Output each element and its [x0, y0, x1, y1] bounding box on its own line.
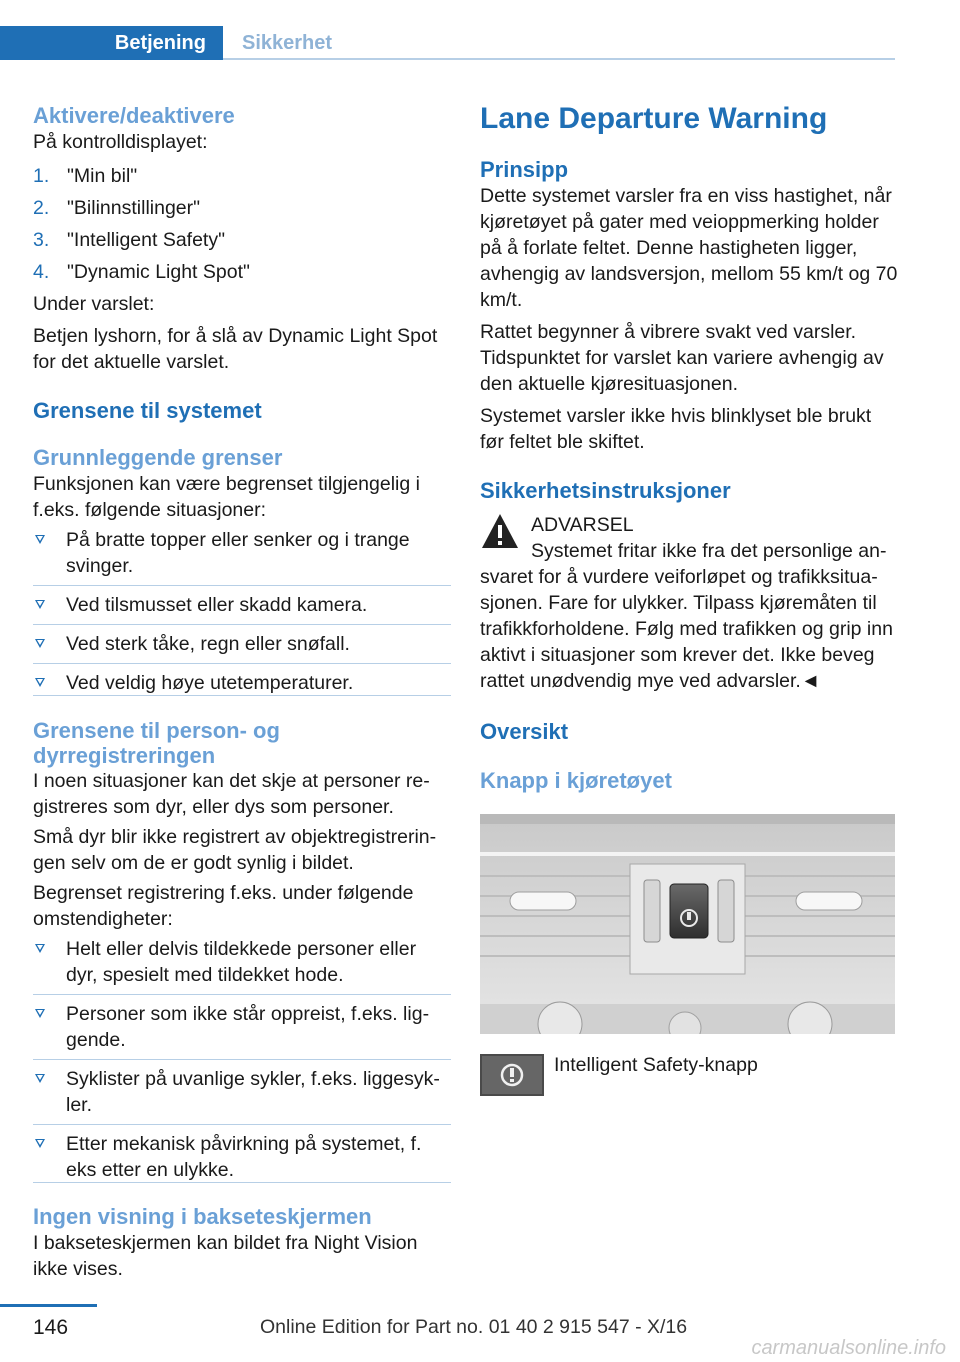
- para-rear-screen: I bakseteskjermen kan bildet fra Night Vision ikke vises.: [33, 1232, 418, 1280]
- triangle-bullet-icon: [35, 1009, 45, 1018]
- intelligent-safety-button-icon: [480, 1054, 544, 1096]
- triangle-bullet-icon: [35, 1139, 45, 1148]
- list-item-text: Etter mekanisk påvirkning på systemet, f. eks etter en ulykke.: [66, 1133, 422, 1181]
- steps-list: [33, 163, 451, 285]
- triangle-bullet-icon: [35, 639, 45, 648]
- list-item: [33, 1066, 451, 1125]
- para-control-display: På kontrolldisplayet:: [33, 131, 208, 153]
- heading-safety: Sikkerhetsinstruksjoner: [480, 478, 731, 503]
- heading-overview: Oversikt: [480, 719, 569, 744]
- list-item-text: Syklister på uvanlige sykler, f.eks. liggesykler.: [66, 1068, 440, 1116]
- heading-basic-limits: Grunnleggende grenser: [33, 445, 283, 470]
- list-item-text: Ved tilsmusset eller skadd kamera.: [66, 594, 368, 616]
- heading-rear-screen: Ingen visning i bakseteskjermen: [33, 1204, 372, 1229]
- para-basic-limits: Funksjonen kan være begrenset tilgjengelig i f.eks. følgende situasjoner:: [33, 473, 420, 521]
- warning-box: [480, 512, 898, 694]
- heading-system-limits: Grensene til systemet: [33, 398, 262, 423]
- step-item: [33, 227, 451, 253]
- triangle-bullet-icon: [35, 535, 45, 544]
- step-text: "Bilinnstillinger": [67, 197, 201, 219]
- tab-sikkerhet[interactable]: Sikkerhet: [242, 31, 333, 54]
- para-principle: Dette systemet varsler fra en viss hastighet, når kjøretøyet på gater med veioppmerking holder på å forlate feltet. Denne hastigheten ligger, avhengig av landsversjon, mellom 55 km/t og 70 km/t.: [480, 185, 898, 311]
- list-item-text: Helt eller delvis tildekkede personer eller dyr, spesielt med tildekket hode.: [66, 938, 417, 986]
- step-number: 4.: [33, 261, 50, 283]
- step-number: 3.: [33, 229, 50, 251]
- list-item-text: På bratte topper eller senker og i trange svinger.: [66, 529, 410, 577]
- step-text: "Dynamic Light Spot": [67, 261, 250, 283]
- tab-underline: [223, 58, 895, 60]
- para-person-3: Begrenset registrering f.eks. under følgende omstendigheter:: [33, 882, 414, 930]
- triangle-bullet-icon: [35, 1074, 45, 1083]
- step-number: 1.: [33, 165, 50, 187]
- edition-text: Online Edition for Part no. 01 40 2 915 547 - X/16: [260, 1316, 688, 1338]
- button-legend: [480, 1054, 898, 1098]
- person-limits-list: [33, 936, 451, 1183]
- warning-text: Systemet fritar ikke fra det personlige ansvaret for å vurdere veiforløpet og trafikksituasjonen. Fare for ulykker. Tilpass kjøremåten til trafikkforholdene. Følg med trafikken og grip inn aktivt i situasjoner som krever det. Ikke beveg rattet unødvendig mye ved advarsler.◄: [480, 540, 893, 692]
- left-column: [33, 100, 451, 1282]
- heading-principle: Prinsipp: [480, 157, 569, 182]
- para-person-1: I noen situasjoner kan det skje at personer registreres som dyr, eller dys som personer.: [33, 770, 430, 818]
- list-item-text: Personer som ikke står oppreist, f.eks. liggende.: [66, 1003, 430, 1051]
- chapter-tabs: [0, 26, 895, 62]
- page-title: Lane Departure Warning: [480, 102, 828, 135]
- para-under-warning: Under varslet:: [33, 293, 155, 315]
- dashboard-photo: [480, 814, 895, 1034]
- step-item: [33, 163, 451, 189]
- list-item: [33, 1001, 451, 1060]
- list-item: [33, 936, 451, 995]
- dashboard-illustration: [480, 814, 895, 1034]
- triangle-bullet-icon: [35, 678, 45, 687]
- warning-triangle-icon: [480, 512, 520, 550]
- warning-label: ADVARSEL: [531, 514, 634, 536]
- list-item: [33, 1131, 451, 1183]
- list-item: [33, 631, 451, 664]
- list-item: [33, 592, 451, 625]
- step-item: [33, 195, 451, 221]
- para-person-2: Små dyr blir ikke registrert av objektregistreringen selv om de er godt synlig i bildet.: [33, 826, 437, 874]
- step-item: [33, 259, 451, 285]
- step-text: "Min bil": [67, 165, 138, 187]
- list-item: [33, 527, 451, 586]
- list-item-text: Ved veldig høye utetemperaturer.: [66, 672, 354, 694]
- list-item-text: Ved sterk tåke, regn eller snøfall.: [66, 633, 350, 655]
- tab-betjening[interactable]: Betjening: [0, 26, 223, 60]
- footer-rule: [0, 1304, 97, 1307]
- watermark: carmanualsonline.info: [751, 1337, 946, 1359]
- basic-limits-list: [33, 527, 451, 696]
- heading-person-limits: Grensene til person- og dyrregistreringen: [33, 718, 280, 768]
- triangle-bullet-icon: [35, 600, 45, 609]
- step-number: 2.: [33, 197, 50, 219]
- right-column: [480, 100, 898, 1098]
- list-item: [33, 670, 451, 696]
- page-number: 146: [33, 1316, 69, 1339]
- para-vibrate: Rattet begynner å vibrere svakt ved varsler. Tidspunktet for varslet kan variere avhengig av den aktuelle kjøresituasjonen.: [480, 321, 884, 395]
- triangle-bullet-icon: [35, 944, 45, 953]
- para-blinker: Systemet varsler ikke hvis blinklyset ble brukt før feltet ble skiftet.: [480, 405, 872, 453]
- para-horn: Betjen lyshorn, for å slå av Dynamic Light Spot for det aktuelle varslet.: [33, 325, 438, 373]
- button-caption: Intelligent Safety-knapp: [554, 1054, 758, 1076]
- step-text: "Intelligent Safety": [67, 229, 226, 251]
- heading-activate: Aktivere/deaktivere: [33, 103, 235, 128]
- heading-vehicle-button: Knapp i kjøretøyet: [480, 768, 672, 793]
